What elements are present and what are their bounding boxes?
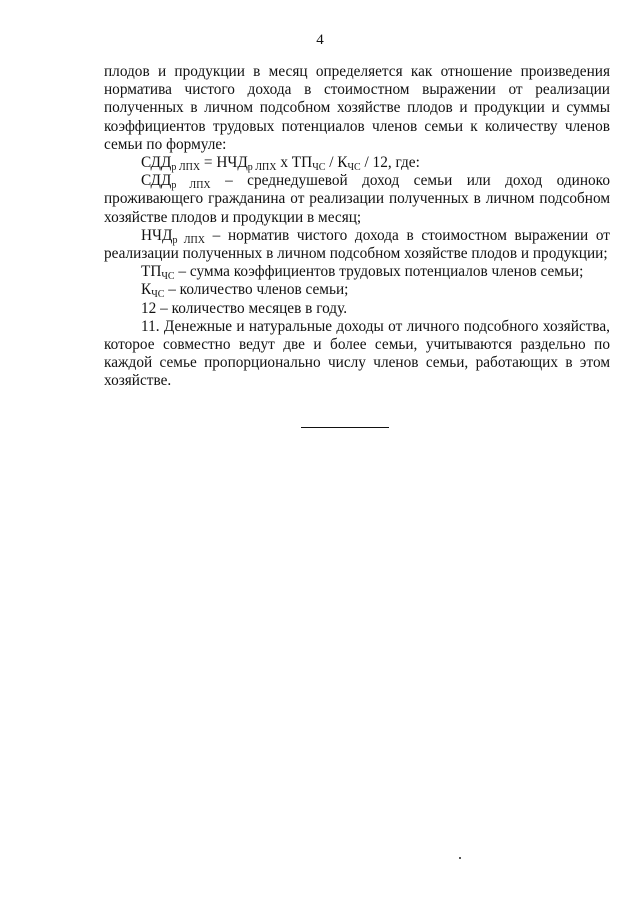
formula-line [104, 154, 610, 172]
definition-sdd [104, 172, 610, 227]
formula-sdd-sub: р ЛПХ [171, 162, 201, 174]
formula-divide: / [325, 154, 338, 172]
formula-nchd: НЧД [216, 154, 248, 172]
definition-term-sub: ЧС [161, 271, 175, 283]
definition-term: К [141, 281, 152, 299]
formula-tp: ТП [291, 154, 313, 172]
scan-speck [459, 857, 461, 859]
definition-k [104, 281, 610, 299]
formula-tp-sub: ЧС [312, 162, 326, 174]
document-body [104, 63, 610, 391]
formula-k: К [337, 154, 348, 172]
definition-term: НЧД [141, 226, 173, 244]
definition-text: – среднедушевой доход семьи или доход одиноко проживающего гражданина от реализации полученных в личном подсобном хозяйстве плодов и продукции в месяц; [104, 172, 610, 226]
formula-k-sub: ЧС [347, 162, 361, 174]
page-number: 4 [316, 32, 324, 48]
definition-nchd [104, 227, 610, 263]
paragraph-intro: плодов и продукции в месяц определяется как отношение произведения норматива чистого дохода в стоимостном выражении от реализации полученных в личном подсобном хозяйстве плодов и продукции и суммы коэффициентов трудовых потенциалов членов семьи к количеству членов семьи по формуле: [104, 63, 610, 153]
definition-term-sub: р ЛПХ [172, 234, 205, 246]
formula-tail: / 12, где: [360, 154, 420, 172]
end-separator-line [301, 427, 389, 428]
definition-term-sub: р ЛПХ [171, 180, 211, 192]
definition-term: ТП [141, 263, 162, 281]
formula-sdd: СДД [141, 154, 172, 172]
formula-times: х [276, 154, 292, 172]
definition-tp [104, 263, 610, 281]
definition-term-sub: ЧС [151, 289, 165, 301]
formula-nchd-sub: р ЛПХ [247, 162, 277, 174]
paragraph-11: 11. Денежные и натуральные доходы от личного подсобного хозяйства, которое совместно ведут две и более семьи, учитываются раздельно по каждой семье пропорционально числу членов семьи, работающих в этом хозяйстве. [104, 317, 610, 390]
definition-text: – норматив чистого дохода в стоимостном выражении от реализации полученных в личном подсобном хозяйстве плодов и продукции; [104, 226, 610, 263]
definition-term: СДД [141, 172, 172, 190]
definition-text: – количество членов семьи; [164, 281, 349, 299]
definition-text: – сумма коэффициентов трудовых потенциалов членов семьи; [174, 263, 584, 281]
formula-equals: = [200, 154, 217, 172]
definition-12: 12 – количество месяцев в году. [141, 299, 348, 317]
